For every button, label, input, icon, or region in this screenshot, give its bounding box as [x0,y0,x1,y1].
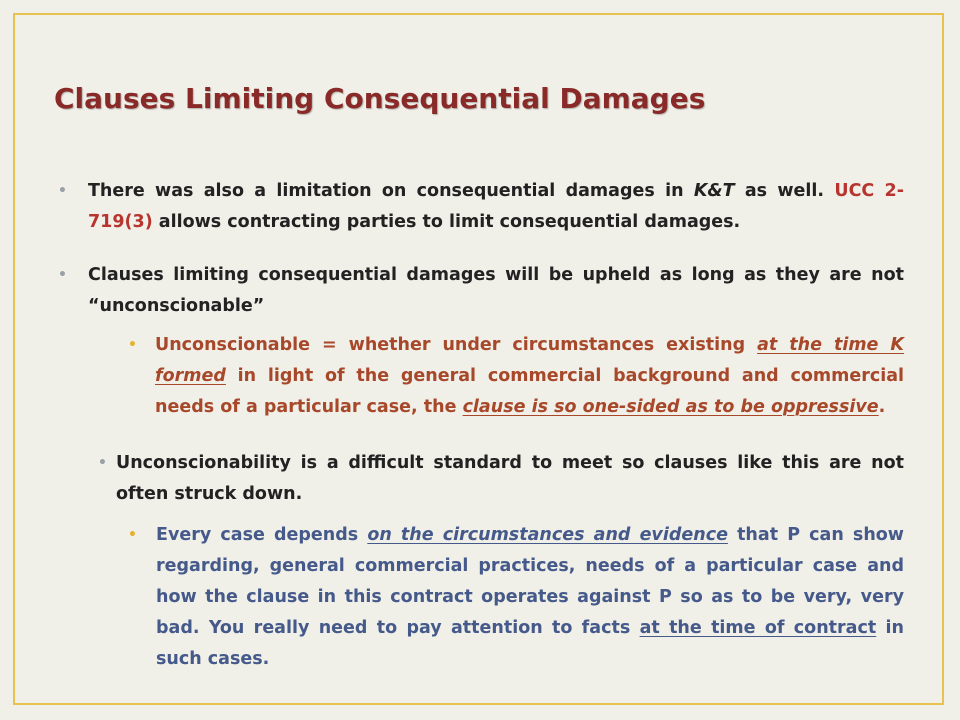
slide-title: Clauses Limiting Consequential Damages [54,82,706,115]
bullet-2-text: Clauses limiting consequential damages will be upheld as long as they are not “unconscionable” [88,265,904,316]
emphasis-time-k-formed: at the time K formed [155,335,904,386]
ucc-citation: UCC 2-719(3) [88,181,904,232]
emphasis-one-sided: clause is so one-sided as to be oppressive [462,397,879,417]
bullet-1-text: There was also a limitation on consequential damages in [88,181,694,201]
bullet-dot-icon: • [128,337,137,353]
case-name-kt: K&T [693,181,735,201]
sub-bullet-2-text-end: . [878,397,886,417]
sub-bullet-unconscionable [58,330,904,423]
bullet-item-1 [58,176,904,238]
sub-bullet-3-text: Every case depends [156,525,368,545]
sub-bullet-2-text: Unconscionable = whether under circumstances existing [155,335,758,355]
bullet-dot-icon: • [58,183,67,199]
bullet-dot-icon: • [98,455,107,471]
emphasis-circumstances: on the circumstances and evidence [367,525,728,545]
bullet-item-3 [58,448,904,510]
sub-bullet-2-text-cont: in light of the general commercial background and commercial needs of a particular case, the [155,366,904,417]
bullet-1-text-cont: as well. [734,181,835,201]
emphasis-time-of-contract: at the time of contract [639,618,877,638]
bullet-3-text: Unconscionability is a difficult standard to meet so clauses like this are not often struck down. [116,453,904,504]
bullet-dot-icon: • [58,267,67,283]
sub-bullet-3-text-end: in such cases. [156,618,904,669]
slide-content [58,176,904,675]
bullet-1-text-end: allows contracting parties to limit consequential damages. [152,212,741,232]
bullet-item-2 [58,260,904,322]
bullet-dot-icon: • [128,527,137,543]
sub-bullet-3-text-cont: that P can show regarding, general commercial practices, needs of a particular case and how the clause in this contract operates against P so as to be very, very bad. You really need to pay attention to facts [156,525,904,638]
sub-bullet-every-case [58,520,904,675]
